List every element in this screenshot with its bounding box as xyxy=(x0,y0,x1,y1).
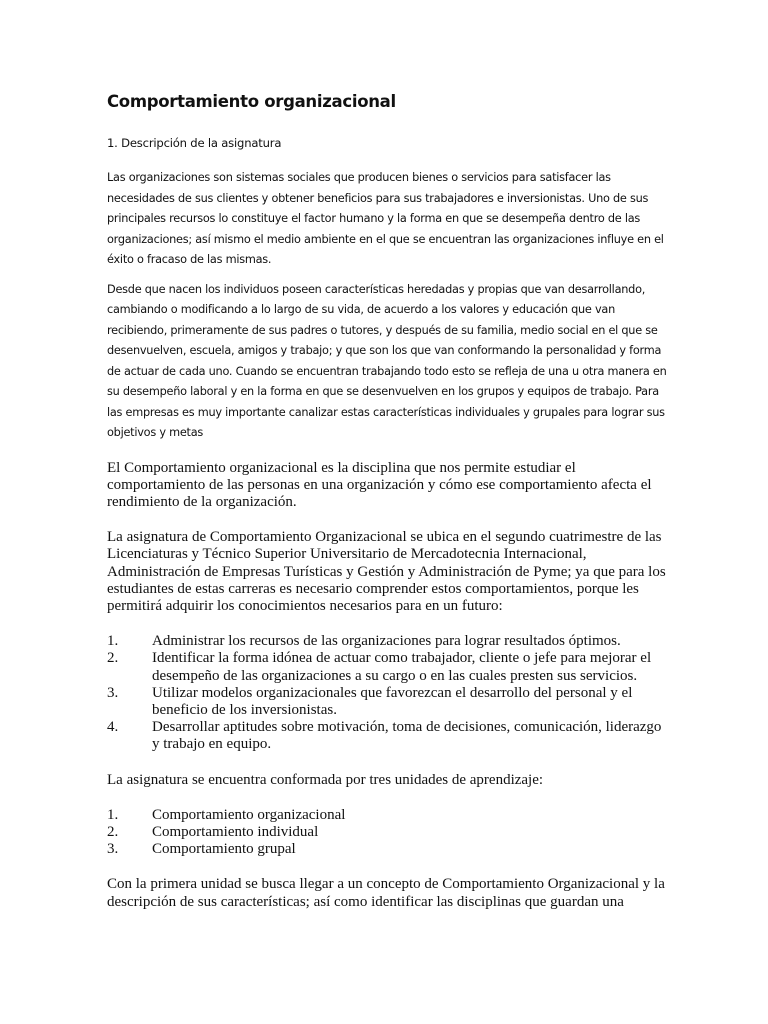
list-item xyxy=(107,650,669,684)
list-item xyxy=(107,685,669,719)
list-item-text: Administrar los recursos de las organizaciones para lograr resultados óptimos. xyxy=(152,633,621,650)
intro-paragraph-1: Las organizaciones son sistemas sociales que producen bienes o servicios para satisfacer las necesidades de sus clientes y obtener beneficios para sus trabajadores e inversionistas. Uno de sus principales recursos lo constituye el factor humano y la forma en que se desempeña dentro de las organizaciones; así mismo el medio ambiente en el que se encuentran las organizaciones influye en el éxito o fracaso de las mismas. xyxy=(107,171,664,266)
objectives-list xyxy=(107,633,669,753)
list-item-number: 4. xyxy=(107,719,119,736)
list-item-text: Comportamiento organizacional xyxy=(152,806,346,823)
document-title: Comportamiento organizacional xyxy=(107,92,396,111)
paragraph-units-intro: La asignatura se encuentra conformada por tres unidades de aprendizaje: xyxy=(107,771,544,788)
list-item-text: Comportamiento grupal xyxy=(152,841,296,858)
intro-paragraph-2: Desde que nacen los individuos poseen características heredadas y propias que van desarrollando, cambiando o modificando a lo largo de su vida, de acuerdo a los valores y educación que van recibiendo, primeramente de sus padres o tutores, y después de su familia, medio social en el que se desenvuelven, escuela, amigos y trabajo; y que son los que van conformando la personalidad y forma de actuar de cada uno. Cuando se encuentran trabajando todo esto se refleja de una u otra manera en su desempeño laboral y en la forma en que se desenvuelven en los grupos y equipos de trabajo. Para las empresas es muy importante canalizar estas características individuales y grupales para lograr sus objetivos y metas xyxy=(107,282,667,439)
units-list xyxy=(107,807,669,859)
document-page xyxy=(107,88,669,929)
list-item-number: 1. xyxy=(107,633,119,650)
list-item xyxy=(107,719,669,753)
list-item-text: Utilizar modelos organizacionales que favorezcan el desarrollo del personal y el beneficio de los inversionistas. xyxy=(152,684,633,718)
paragraph-definition: El Comportamiento organizacional es la disciplina que nos permite estudiar el comportamiento de las personas en una organización y cómo ese comportamiento afecta el rendimiento de la organización. xyxy=(107,459,652,510)
list-item xyxy=(107,824,669,841)
list-item-number: 3. xyxy=(107,684,119,701)
list-item-number: 3. xyxy=(107,841,119,858)
list-item-text: Comportamiento individual xyxy=(152,823,319,840)
list-item-text: Identificar la forma idónea de actuar como trabajador, cliente o jefe para mejorar el desempeño de las organizaciones a su cargo o en las cuales presten sus servicios. xyxy=(152,650,652,684)
list-item-number: 1. xyxy=(107,806,119,823)
section-heading: 1. Descripción de la asignatura xyxy=(107,136,282,150)
list-item xyxy=(107,633,669,650)
paragraph-first-unit: Con la primera unidad se busca llegar a un concepto de Comportamiento Organizacional y la descripción de sus características; así como identificar las disciplinas que guardan una xyxy=(107,876,665,910)
list-item-number: 2. xyxy=(107,650,119,667)
list-item xyxy=(107,841,669,858)
paragraph-course-placement: La asignatura de Comportamiento Organizacional se ubica en el segundo cuatrimestre de las Licenciaturas y Técnico Superior Universitario de Mercadotecnia Internacional, Administración de Empresas Turísticas y Gestión y Administración de Pyme; ya que para los estudiantes de estas carreras es necesario comprender estos comportamientos, porque les permitirá adquirir los conocimientos necesarios para en un futuro: xyxy=(107,529,666,614)
list-item-number: 2. xyxy=(107,823,119,840)
list-item xyxy=(107,807,669,824)
list-item-text: Desarrollar aptitudes sobre motivación, toma de decisiones, comunicación, liderazgo y trabajo en equipo. xyxy=(152,719,662,753)
